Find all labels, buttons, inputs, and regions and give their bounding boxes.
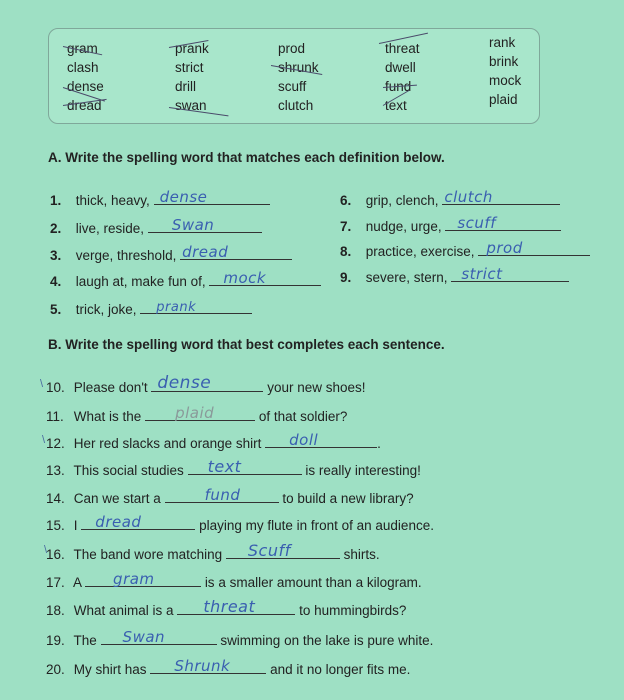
word-shrunk: shrunk xyxy=(278,60,319,75)
word-strict: strict xyxy=(175,60,204,75)
handwritten-answer: prod xyxy=(486,239,523,257)
answer-blank[interactable] xyxy=(442,190,560,205)
word-dread: dread xyxy=(67,98,102,113)
sentence-before: This social studies xyxy=(73,463,184,478)
sentence-item-13 xyxy=(46,457,421,478)
word-column-4 xyxy=(385,39,420,115)
sentence-after: is really interesting! xyxy=(305,463,421,478)
item-number: 11. xyxy=(46,409,64,424)
sentence-before: Please don't xyxy=(73,380,148,395)
definition-item-1 xyxy=(50,190,270,208)
sentence-item-11 xyxy=(46,406,347,424)
check-mark: \ xyxy=(42,434,46,446)
answer-blank[interactable] xyxy=(445,216,561,231)
sentence-item-12 xyxy=(46,433,381,451)
item-number: 9. xyxy=(340,270,352,285)
sentence-before: The band wore matching xyxy=(73,547,223,562)
sentence-before: A xyxy=(73,575,82,590)
sentence-before: What animal is a xyxy=(73,603,174,618)
handwritten-answer: clutch xyxy=(444,188,493,206)
handwritten-answer: mock xyxy=(223,269,267,287)
handwritten-answer: text xyxy=(207,457,242,476)
word-dwell: dwell xyxy=(385,60,416,75)
handwritten-answer: dread xyxy=(182,243,229,261)
definition-item-3 xyxy=(50,245,292,263)
sentence-after: to hummingbirds? xyxy=(299,603,407,618)
answer-blank[interactable] xyxy=(451,267,569,282)
handwritten-answer: dread xyxy=(95,513,142,531)
sentence-after: to build a new library? xyxy=(282,491,414,506)
definition-text: nudge, urge, xyxy=(365,219,442,234)
handwritten-answer: Shrunk xyxy=(174,657,231,675)
sentence-before: The xyxy=(73,633,97,648)
section-b-heading: B. Write the spelling word that best completes each sentence. xyxy=(48,337,445,352)
definition-text: grip, clench, xyxy=(365,193,439,208)
definition-text: laugh at, make fun of, xyxy=(75,274,206,289)
handwritten-answer: strict xyxy=(461,265,503,283)
item-number: 15. xyxy=(46,518,65,533)
item-number: 6. xyxy=(340,193,352,208)
answer-blank[interactable] xyxy=(140,299,252,314)
answer-blank[interactable] xyxy=(150,659,266,674)
item-number: 2. xyxy=(50,221,62,236)
word-clutch: clutch xyxy=(278,98,314,113)
answer-blank[interactable] xyxy=(148,218,262,233)
answer-blank[interactable] xyxy=(81,515,195,530)
item-number: 17. xyxy=(46,575,65,590)
sentence-item-20 xyxy=(46,659,410,677)
word-text: text xyxy=(385,98,407,113)
answer-blank[interactable] xyxy=(154,190,270,205)
answer-blank[interactable] xyxy=(226,541,340,560)
item-number: 4. xyxy=(50,274,62,289)
sentence-item-16 xyxy=(46,541,380,562)
answer-blank[interactable] xyxy=(209,271,321,286)
handwritten-answer: scuff xyxy=(457,214,496,232)
word-brink: brink xyxy=(489,54,519,69)
handwritten-answer: dense xyxy=(159,188,208,206)
sentence-before: Her red slacks and orange shirt xyxy=(73,436,262,451)
definition-text: live, reside, xyxy=(75,221,145,236)
word-box xyxy=(48,28,540,124)
handwritten-answer: doll xyxy=(289,431,319,449)
definition-item-6 xyxy=(340,190,560,208)
sentence-item-10 xyxy=(46,373,366,395)
handwritten-answer: Swan xyxy=(122,628,166,646)
answer-blank[interactable] xyxy=(85,572,201,587)
sentence-after: of that soldier? xyxy=(258,409,348,424)
definition-text: practice, exercise, xyxy=(365,244,475,259)
item-number: 1. xyxy=(50,193,62,208)
word-mock: mock xyxy=(489,73,522,88)
item-number: 8. xyxy=(340,244,352,259)
word-scuff: scuff xyxy=(278,79,307,94)
answer-blank[interactable] xyxy=(165,488,279,503)
definition-item-4 xyxy=(50,271,321,289)
definition-item-2 xyxy=(50,218,262,236)
handwritten-answer: gram xyxy=(113,570,155,588)
definition-item-5 xyxy=(50,299,252,317)
answer-blank[interactable] xyxy=(177,597,295,616)
word-swan: swan xyxy=(175,98,207,113)
sentence-before: I xyxy=(73,518,78,533)
item-number: 19. xyxy=(46,633,65,648)
section-a-heading: A. Write the spelling word that matches each definition below. xyxy=(48,150,445,165)
answer-blank[interactable] xyxy=(180,245,292,260)
item-number: 3. xyxy=(50,248,62,263)
check-mark: \ xyxy=(44,544,48,556)
handwritten-answer: threat xyxy=(203,597,256,616)
item-number: 13. xyxy=(46,463,65,478)
word-threat: threat xyxy=(385,41,420,56)
item-number: 12. xyxy=(46,436,65,451)
word-fund: fund xyxy=(385,79,412,94)
sentence-item-19 xyxy=(46,630,433,648)
answer-blank[interactable] xyxy=(151,373,263,393)
word-dense: dense xyxy=(67,79,104,94)
definition-text: trick, joke, xyxy=(75,302,137,317)
word-prank: prank xyxy=(175,41,209,56)
word-drill: drill xyxy=(175,79,197,94)
sentence-after: . xyxy=(377,436,381,451)
sentence-after: your new shoes! xyxy=(267,380,366,395)
sentence-before: My shirt has xyxy=(73,662,147,677)
word-gram: gram xyxy=(67,41,98,56)
handwritten-answer: prank xyxy=(156,300,197,315)
item-number: 18. xyxy=(46,603,65,618)
word-column-2 xyxy=(175,39,209,115)
definition-item-7 xyxy=(340,216,561,234)
item-number: 20. xyxy=(46,662,65,677)
definition-text: severe, stern, xyxy=(365,270,448,285)
sentence-item-14 xyxy=(46,488,414,506)
handwritten-answer: fund xyxy=(204,486,241,504)
answer-blank[interactable] xyxy=(478,241,590,256)
sentence-after: shirts. xyxy=(343,547,380,562)
answer-blank[interactable] xyxy=(265,433,377,448)
word-clash: clash xyxy=(67,60,99,75)
item-number: 16. xyxy=(46,547,65,562)
item-number: 5. xyxy=(50,302,62,317)
answer-blank[interactable] xyxy=(101,630,217,645)
sentence-after: is a smaller amount than a kilogram. xyxy=(204,575,422,590)
word-column-3 xyxy=(278,39,319,115)
definition-text: thick, heavy, xyxy=(75,193,150,208)
word-prod: prod xyxy=(278,41,306,56)
item-number: 14. xyxy=(46,491,65,506)
check-mark: \ xyxy=(40,378,44,390)
sentence-before: What is the xyxy=(73,409,142,424)
sentence-item-15 xyxy=(46,515,434,533)
handwritten-answer: Swan xyxy=(171,216,215,234)
sentence-before: Can we start a xyxy=(73,491,161,506)
word-plaid: plaid xyxy=(489,92,518,107)
item-number: 10. xyxy=(46,380,65,395)
word-rank: rank xyxy=(489,35,516,50)
sentence-item-17 xyxy=(46,572,422,590)
definition-text: verge, threshold, xyxy=(75,248,177,263)
definition-item-8 xyxy=(340,241,590,259)
handwritten-answer: dense xyxy=(157,373,212,393)
answer-blank[interactable] xyxy=(145,406,255,421)
handwritten-answer: Scuff xyxy=(247,541,291,560)
sentence-after: swimming on the lake is pure white. xyxy=(220,633,434,648)
sentence-after: and it no longer fits me. xyxy=(270,662,411,677)
sentence-after: playing my flute in front of an audience. xyxy=(199,518,434,533)
word-column-5 xyxy=(489,33,521,109)
answer-blank[interactable] xyxy=(188,457,302,476)
item-number: 7. xyxy=(340,219,352,234)
handwritten-answer: plaid xyxy=(175,404,215,422)
sentence-item-18 xyxy=(46,597,407,618)
definition-item-9 xyxy=(340,267,569,285)
